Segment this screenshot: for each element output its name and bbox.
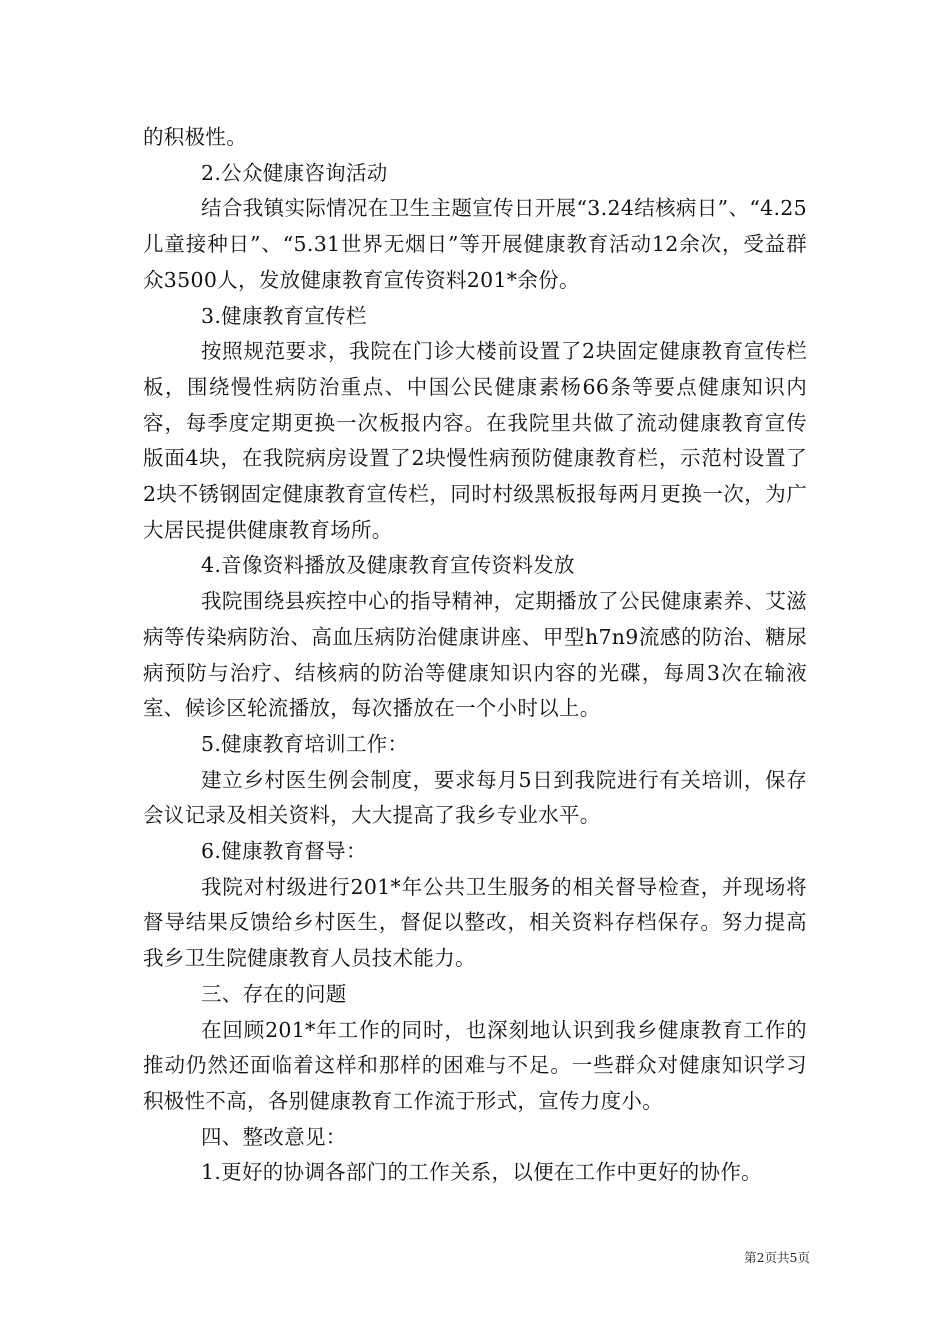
document-body: [143, 120, 807, 1191]
section-heading: 2.公众健康咨询活动: [201, 160, 388, 185]
paragraph-continuation: 的积极性。: [143, 125, 247, 149]
section-heading: 4.音像资料播放及健康教育宣传资料发放: [201, 553, 575, 578]
page-number-footer: 第2页共5页: [744, 1250, 810, 1265]
section-heading: 5.健康教育培训工作：: [201, 731, 409, 756]
body-paragraph: 我院对村级进行201*年公共卫生服务的相关督导检查，并现场将督导结果反馈给乡村医生，督促以整改，相关资料存档保存。努力提高我乡卫生院健康教育人员技术能力。: [143, 874, 807, 971]
section-heading: 三、存在的问题: [201, 981, 347, 1006]
body-paragraph: 结合我镇实际情况在卫生主题宣传日开展“3.24结核病日”、“4.25儿童接种日”、“5.31世界无烟日”等开展健康教育活动12余次，受益群众3500人，发放健康教育宣传资料201*余份。: [143, 196, 807, 292]
section-heading: 1.更好的协调各部门的工作关系，以便在工作中更好的协作。: [201, 1160, 762, 1185]
section-heading: 3.健康教育宣传栏: [201, 303, 367, 328]
body-paragraph: 在回顾201*年工作的同时，也深刻地认识到我乡健康教育工作的推动仍然还面临着这样和那样的困难与不足。一些群众对健康知识学习积极性不高，各别健康教育工作流于形式，宣传力度小。: [143, 1017, 807, 1113]
section-heading: 6.健康教育督导：: [201, 839, 367, 864]
body-paragraph: 我院围绕县疾控中心的指导精神，定期播放了公民健康素养、艾滋病等传染病防治、高血压病防治健康讲座、甲型h7n9流感的防治、糖尿病预防与治疗、结核病的防治等健康知识内容的光碟，每周3次在输液室、候诊区轮流播放，每次播放在一个小时以上。: [143, 589, 807, 721]
section-heading: 四、整改意见：: [201, 1124, 347, 1149]
body-paragraph: 按照规范要求，我院在门诊大楼前设置了2块固定健康教育宣传栏板，围绕慢性病防治重点、中国公民健康素杨66条等要点健康知识内容，每季度定期更换一次板报内容。在我院里共做了流动健康教育宣传版面4块，在我院病房设置了2块慢性病预防健康教育栏，示范村设置了2块不锈钢固定健康教育宣传栏，同时村级黑板报每两月更换一次，为广大居民提供健康教育场所。: [143, 339, 807, 542]
body-paragraph: 建立乡村医生例会制度，要求每月5日到我院进行有关培训，保存会议记录及相关资料，大大提高了我乡专业水平。: [143, 767, 807, 828]
